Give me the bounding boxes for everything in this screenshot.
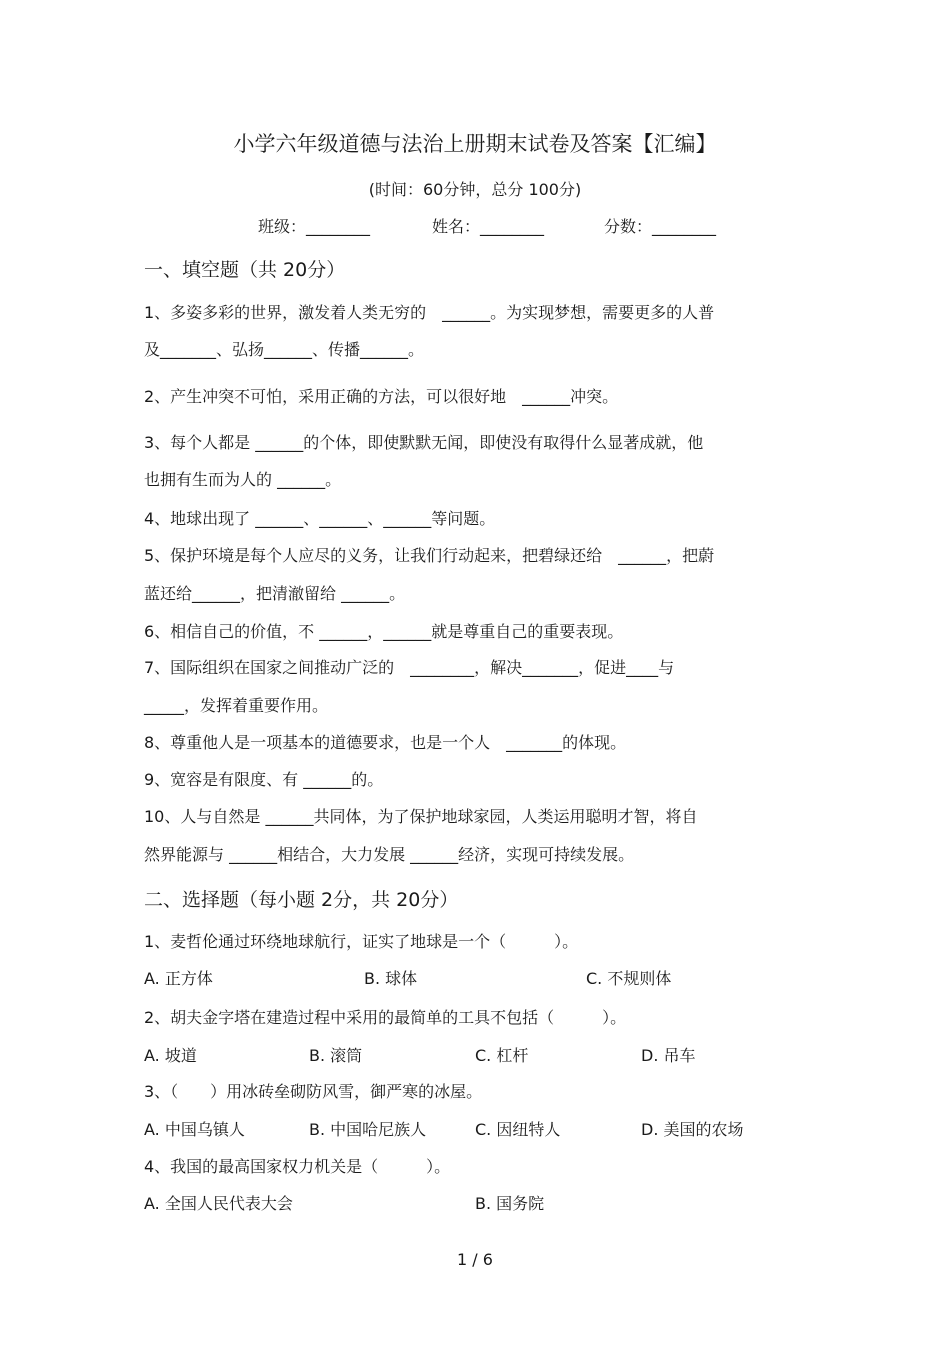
class-field: 班级：________ [258,217,371,236]
question-line: 7、国际组织在国家之间推动广泛的 ________，解决_______，促进____与 [144,658,675,677]
question-stem: 2、胡夫金字塔在建造过程中采用的最简单的工具不包括（ ）。 [144,1008,627,1027]
question-line: 8、尊重他人是一项基本的道德要求，也是一个人 _______的体现。 [144,733,627,752]
question-line: 及_______、弘扬______、传播______。 [144,340,425,359]
question-stem: 4、我国的最高国家权力机关是（ ）。 [144,1157,451,1176]
page-title: 小学六年级道德与法治上册期末试卷及答案【汇编】 [233,132,717,156]
question-line: 4、地球出现了 ______、______、______等问题。 [144,509,496,528]
question-stem: 1、麦哲伦通过环绕地球航行，证实了地球是一个（ ）。 [144,932,579,951]
choice-option: A. 全国人民代表大会 [144,1194,293,1213]
choice-option: C. 因纽特人 [475,1120,561,1139]
choice-option: D. 美国的农场 [641,1120,744,1139]
question-line: _____，发挥着重要作用。 [144,696,329,715]
question-line: 蓝还给______，把清澈留给 ______。 [144,584,406,603]
choice-option: C. 不规则体 [586,969,672,988]
score-field: 分数：________ [604,217,717,236]
choice-option: D. 吊车 [641,1046,696,1065]
choice-option: A. 坡道 [144,1046,197,1065]
page-number: 1 / 6 [457,1250,493,1269]
choice-option: B. 滚筒 [309,1046,363,1065]
question-stem: 3、（ ）用冰砖垒砌防风雪，御严寒的冰屋。 [144,1082,483,1101]
choice-option: A. 中国乌镇人 [144,1120,245,1139]
question-line: 1、多姿多彩的世界，激发着人类无穷的 ______。为实现梦想，需要更多的人普 [144,303,715,322]
choice-option: A. 正方体 [144,969,213,988]
exam-meta: (时间：60分钟，总分 100分) [368,180,582,199]
question-line: 3、每个人都是 ______的个体，即使默默无闻，即使没有取得什么显著成就，他 [144,433,704,452]
choice-option: B. 国务院 [475,1194,545,1213]
question-line: 10、人与自然是 ______共同体，为了保护地球家园，人类运用聪明才智，将自 [144,807,698,826]
choice-option: B. 中国哈尼族人 [309,1120,427,1139]
question-line: 然界能源与 ______相结合，大力发展 ______经济，实现可持续发展。 [144,845,635,864]
name-field: 姓名：________ [432,217,545,236]
question-line: 也拥有生而为人的 ______。 [144,470,342,489]
choice-option: C. 杠杆 [475,1046,529,1065]
section-heading-multiple-choice: 二、选择题（每小题 2分，共 20分） [144,889,459,911]
question-line: 9、宽容是有限度、有 ______的。 [144,770,384,789]
section-heading-fill-blank: 一、填空题（共 20分） [144,259,346,281]
question-line: 5、保护环境是每个人应尽的义务，让我们行动起来，把碧绿还给 ______，把蔚 [144,546,715,565]
question-line: 6、相信自己的价值，不 ______，______就是尊重自己的重要表现。 [144,622,624,641]
question-line: 2、产生冲突不可怕，采用正确的方法，可以很好地 ______冲突。 [144,387,619,406]
choice-option: B. 球体 [364,969,418,988]
